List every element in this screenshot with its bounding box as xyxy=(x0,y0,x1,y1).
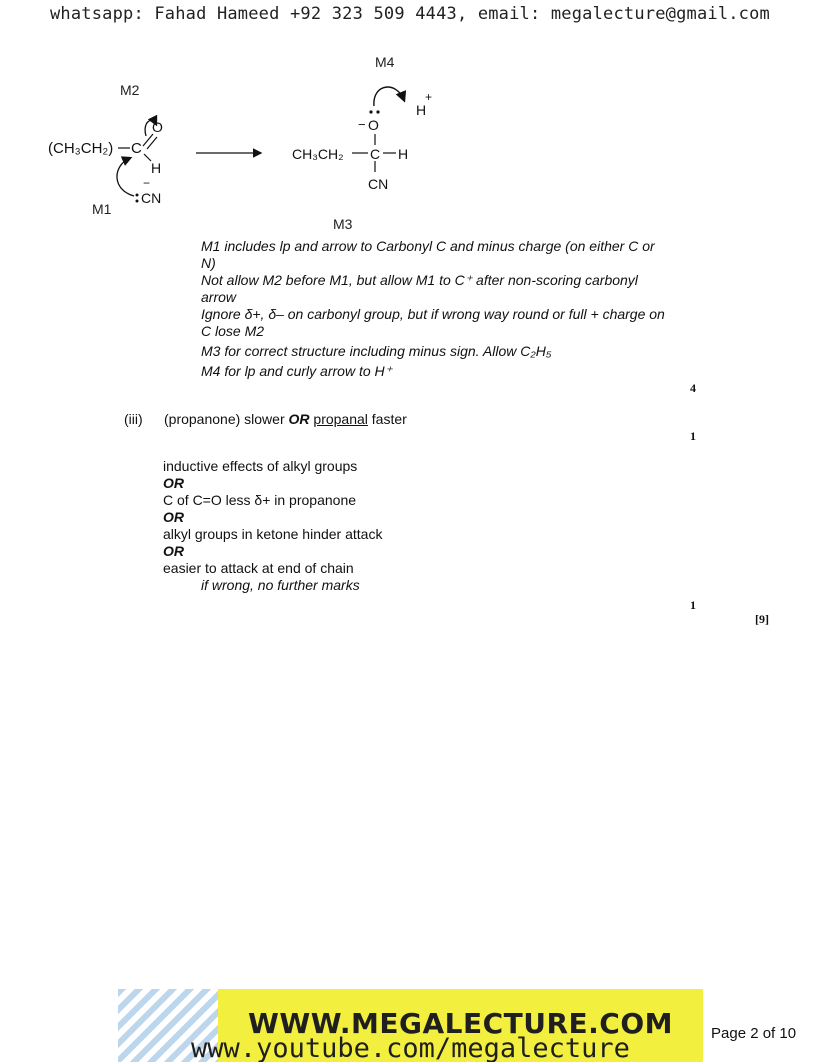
label-m2: M2 xyxy=(120,82,140,98)
reason-hinder: alkyl groups in ketone hinder attack xyxy=(163,526,383,542)
lone-pair-dot-1 xyxy=(369,110,372,113)
reactant-group: (CH₃CH₂) xyxy=(48,140,114,157)
header-contact: whatsapp: Fahad Hameed +92 323 509 4443, email: megalecture@gmail.com xyxy=(49,4,770,24)
nucleophile-minus: − xyxy=(143,176,151,190)
cn-lone-pair-dot-2 xyxy=(136,200,139,203)
answer-propanal: propanal xyxy=(313,411,368,427)
label-m4: M4 xyxy=(375,54,395,70)
mechanism-diagram xyxy=(0,40,820,240)
product-cn: CN xyxy=(368,176,389,192)
page-number: Page 2 of 10 xyxy=(711,1025,797,1042)
mechanism-arrows xyxy=(0,40,820,240)
footer-banner xyxy=(118,989,703,1062)
banner-url: www.youtube.com/megalecture xyxy=(191,1033,630,1062)
reason-note: if wrong, no further marks xyxy=(201,577,360,593)
answer-or: OR xyxy=(288,411,310,427)
reason-or-3: OR xyxy=(163,543,184,559)
nucleophile-cn: CN xyxy=(141,190,162,206)
reactant-hydrogen: H xyxy=(151,160,162,176)
product-minus: − xyxy=(358,117,366,132)
reactant-carbon: C xyxy=(131,140,142,157)
product-carbon: C xyxy=(370,146,381,162)
c-h-bond xyxy=(144,154,151,161)
note-m3: M3 for correct structure including minus sign. Allow C₂H₅ xyxy=(201,343,552,359)
label-m1: M1 xyxy=(92,201,112,217)
reason-end-of-chain: easier to attack at end of chain xyxy=(163,560,354,576)
part-iii-answer xyxy=(164,411,407,428)
banner-title: WWW.MEGALECTURE.COM xyxy=(247,1007,674,1040)
reason-or-1: OR xyxy=(163,475,184,491)
m4-curly-arrow xyxy=(374,87,404,106)
marking-notes xyxy=(201,238,671,380)
note-delta: Ignore δ+, δ– on carbonyl group, but if wrong way round or full + charge on C lose M2 xyxy=(201,306,665,339)
lone-pair-dot-2 xyxy=(376,110,379,113)
mark-total: [9] xyxy=(755,612,769,626)
answer-faster: faster xyxy=(371,411,407,427)
answer-slower: (propanone) slower xyxy=(164,411,285,427)
part-iii-number: (iii) xyxy=(124,411,143,427)
reasons-list xyxy=(163,458,623,594)
label-m3: M3 xyxy=(333,216,353,232)
mark-part-iii-a: 1 xyxy=(690,429,696,443)
reason-inductive: inductive effects of alkyl groups xyxy=(163,458,358,474)
product-hydrogen: H xyxy=(398,146,409,162)
mark-part-iii-b: 1 xyxy=(690,598,696,612)
proton-h: H xyxy=(416,102,427,118)
reason-or-2: OR xyxy=(163,509,184,525)
reason-less-delta: C of C=O less δ+ in propanone xyxy=(163,492,357,508)
note-m2-order: Not allow M2 before M1, but allow M1 to C⁺ after non-scoring carbonyl arrow xyxy=(201,272,638,305)
product-oxygen: O xyxy=(368,117,379,133)
product-chain: CH₃CH₂ xyxy=(292,146,344,162)
mark-mechanism: 4 xyxy=(690,381,696,395)
note-m4: M4 for lp and curly arrow to H⁺ xyxy=(201,363,393,379)
reactant-oxygen: O xyxy=(152,119,163,135)
proton-plus: + xyxy=(425,90,433,104)
m1-curly-arrow xyxy=(117,158,134,196)
cn-lone-pair-dot-1 xyxy=(136,194,139,197)
note-m1: M1 includes lp and arrow to Carbonyl C and minus charge (on either C or N) xyxy=(201,238,655,271)
